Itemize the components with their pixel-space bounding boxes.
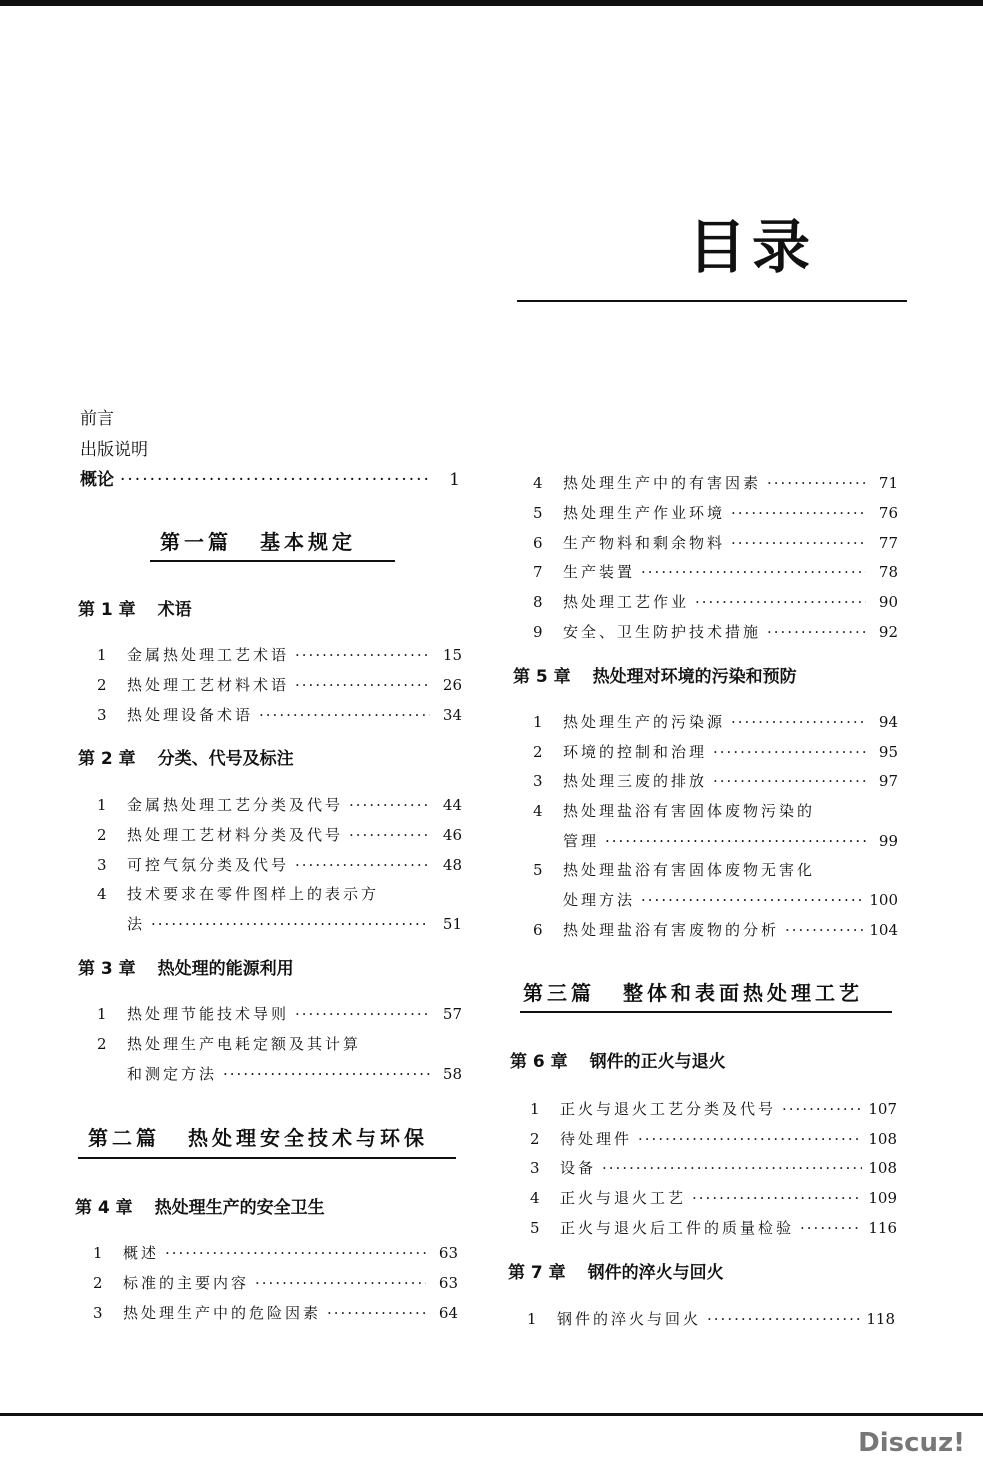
- entry-title: 设备: [560, 1159, 597, 1177]
- entry-number: 1: [527, 1310, 537, 1328]
- leader-dots: [295, 1004, 430, 1024]
- leader-dots: [295, 675, 430, 695]
- entry-title: 热处理生产电耗定额及其计算: [127, 1035, 362, 1053]
- entry-number: 1: [533, 713, 543, 731]
- leader-dots: [731, 712, 866, 732]
- entry-number: 1: [97, 1005, 107, 1023]
- top-border: [0, 0, 983, 6]
- toc-entry: [93, 1273, 458, 1293]
- entry-number: 6: [533, 921, 543, 939]
- part-underline: [520, 1011, 892, 1013]
- intro-label: 概论: [80, 470, 114, 490]
- entry-title: 概述: [123, 1244, 160, 1262]
- entry-title: 热处理工艺材料分类及代号: [127, 826, 344, 844]
- entry-number: 2: [97, 1035, 107, 1053]
- entry-page: 108: [868, 1130, 897, 1148]
- watermark: Discuz!: [858, 1428, 965, 1458]
- entry-page: 108: [868, 1159, 897, 1177]
- toc-entry: [533, 503, 898, 523]
- chapter-number: 第 2 章: [78, 749, 136, 769]
- chapter-number: 第 6 章: [510, 1052, 568, 1072]
- leader-dots: [785, 920, 863, 940]
- toc-entry: [97, 675, 462, 695]
- leader-dots: [641, 562, 866, 582]
- entry-page: 118: [866, 1310, 895, 1328]
- bottom-border: [0, 1413, 983, 1416]
- toc-entry: [97, 645, 462, 665]
- leader-dots: [327, 1303, 426, 1323]
- toc-entry: [527, 1309, 895, 1329]
- toc-entry: [93, 1303, 458, 1323]
- entry-number: 3: [530, 1159, 540, 1177]
- part-name: 整体和表面热处理工艺: [623, 981, 863, 1005]
- entry-page: 78: [878, 563, 898, 581]
- chapter-heading-3: [78, 958, 294, 980]
- entry-page: 94: [878, 713, 898, 731]
- toc-entry: [97, 1034, 462, 1054]
- toc-entry: [533, 860, 898, 880]
- entry-number: 4: [530, 1189, 540, 1207]
- leader-dots: [349, 825, 430, 845]
- toc-entry: [97, 1004, 462, 1024]
- entry-page: 92: [878, 623, 898, 641]
- leader-dots: [767, 622, 866, 642]
- toc-entry: [533, 592, 898, 612]
- toc-entry-continuation: [563, 890, 898, 910]
- entry-title: 金属热处理工艺术语: [127, 646, 290, 664]
- toc-entry: [97, 855, 462, 875]
- entry-title: 热处理工艺材料术语: [127, 676, 290, 694]
- entry-title: 热处理生产中的危险因素: [123, 1304, 322, 1322]
- entry-number: 3: [93, 1304, 103, 1322]
- chapter-name: 术语: [157, 600, 192, 620]
- entry-page: 71: [878, 474, 898, 492]
- intro-entry: [80, 470, 460, 490]
- part-label: 第一篇: [160, 530, 232, 554]
- part-heading-1: [160, 528, 356, 556]
- entry-title: 热处理盐浴有害废物的分析: [563, 921, 780, 939]
- toc-entry: [533, 622, 898, 642]
- toc-entry: [530, 1099, 897, 1119]
- leader-dots: [120, 470, 428, 490]
- entry-title: 正火与退火后工件的质量检验: [560, 1219, 795, 1237]
- entry-title: 热处理设备术语: [127, 706, 254, 724]
- chapter-heading-2: [78, 748, 294, 770]
- entry-number: 2: [93, 1274, 103, 1292]
- entry-title: 热处理盐浴有害固体废物污染的: [563, 802, 816, 820]
- entry-page: 15: [442, 646, 462, 664]
- entry-number: 3: [97, 706, 107, 724]
- chapter-name: 热处理对环境的污染和预防: [592, 667, 797, 687]
- entry-page: 63: [438, 1244, 458, 1262]
- entry-number: 9: [533, 623, 543, 641]
- entry-page: 107: [868, 1100, 897, 1118]
- leader-dots: [605, 831, 866, 851]
- leader-dots: [638, 1129, 862, 1149]
- entry-page: 34: [442, 706, 462, 724]
- chapter-number: 第 7 章: [508, 1263, 566, 1283]
- toc-entry: [530, 1218, 897, 1238]
- entry-title-cont: 管理: [563, 832, 600, 850]
- entry-title: 钢件的淬火与回火: [557, 1310, 702, 1328]
- chapter-heading-7: [508, 1262, 724, 1284]
- entry-number: 2: [530, 1130, 540, 1148]
- entry-number: 2: [533, 743, 543, 761]
- entry-title: 热处理盐浴有害固体废物无害化: [563, 861, 816, 879]
- entry-title-cont: 处理方法: [563, 891, 636, 909]
- part-name: 热处理安全技术与环保: [188, 1126, 428, 1150]
- entry-page: 76: [878, 504, 898, 522]
- title-underline: [517, 300, 907, 302]
- entry-page: 57: [442, 1005, 462, 1023]
- entry-number: 5: [533, 504, 543, 522]
- page-title: 目录: [688, 213, 817, 281]
- entry-title-cont: 法: [127, 915, 146, 933]
- entry-page: 26: [442, 676, 462, 694]
- toc-entry: [533, 562, 898, 582]
- entry-title: 正火与退火工艺: [560, 1189, 687, 1207]
- entry-number: 3: [97, 856, 107, 874]
- toc-entry-continuation: [127, 1064, 462, 1084]
- leader-dots: [695, 592, 866, 612]
- front-matter-preface: 前言: [80, 409, 114, 429]
- entry-page: 58: [442, 1065, 462, 1083]
- chapter-heading-5: [513, 666, 797, 688]
- leader-dots: [731, 503, 866, 523]
- toc-entry: [533, 801, 898, 821]
- entry-page: 99: [878, 832, 898, 850]
- toc-entry: [97, 795, 462, 815]
- entry-number: 3: [533, 772, 543, 790]
- chapter-heading-1: [78, 599, 192, 621]
- leader-dots: [692, 1188, 862, 1208]
- entry-number: 1: [97, 646, 107, 664]
- entry-title: 热处理节能技术导则: [127, 1005, 290, 1023]
- entry-title: 热处理工艺作业: [563, 593, 690, 611]
- entry-title: 生产物料和剩余物料: [563, 534, 726, 552]
- leader-dots: [165, 1243, 426, 1263]
- chapter-name: 钢件的淬火与回火: [587, 1263, 724, 1283]
- toc-entry: [530, 1158, 897, 1178]
- part-underline: [150, 560, 395, 562]
- entry-title: 金属热处理工艺分类及代号: [127, 796, 344, 814]
- entry-title: 技术要求在零件图样上的表示方: [127, 885, 380, 903]
- leader-dots: [767, 473, 866, 493]
- part-heading-2: [88, 1124, 428, 1152]
- entry-number: 7: [533, 563, 543, 581]
- toc-entry: [97, 884, 462, 904]
- entry-page: 100: [869, 891, 898, 909]
- entry-title: 热处理生产中的有害因素: [563, 474, 762, 492]
- toc-entry: [533, 742, 898, 762]
- entry-page: 104: [869, 921, 898, 939]
- leader-dots: [295, 645, 430, 665]
- part-underline: [78, 1157, 456, 1159]
- chapter-name: 热处理生产的安全卫生: [154, 1198, 325, 1218]
- leader-dots: [782, 1099, 862, 1119]
- leader-dots: [259, 705, 430, 725]
- entry-number: 4: [533, 474, 543, 492]
- entry-page: 90: [878, 593, 898, 611]
- entry-page: 95: [878, 743, 898, 761]
- entry-title: 热处理生产作业环境: [563, 504, 726, 522]
- leader-dots: [731, 533, 866, 553]
- entry-page: 44: [442, 796, 462, 814]
- toc-entry: [530, 1188, 897, 1208]
- entry-number: 2: [97, 676, 107, 694]
- leader-dots: [602, 1158, 862, 1178]
- entry-title: 可控气氛分类及代号: [127, 856, 290, 874]
- part-label: 第三篇: [523, 981, 595, 1005]
- entry-number: 1: [97, 796, 107, 814]
- leader-dots: [255, 1273, 426, 1293]
- entry-title: 正火与退火工艺分类及代号: [560, 1100, 777, 1118]
- entry-page: 77: [878, 534, 898, 552]
- chapter-name: 钢件的正火与退火: [589, 1052, 726, 1072]
- entry-title: 标准的主要内容: [123, 1274, 250, 1292]
- toc-entry-continuation: [127, 914, 462, 934]
- chapter-number: 第 4 章: [75, 1198, 133, 1218]
- leader-dots: [713, 771, 866, 791]
- entry-title: 热处理三废的排放: [563, 772, 708, 790]
- toc-entry-continuation: [563, 831, 898, 851]
- part-label: 第二篇: [88, 1126, 160, 1150]
- entry-page: 97: [878, 772, 898, 790]
- leader-dots: [713, 742, 866, 762]
- chapter-number: 第 5 章: [513, 667, 571, 687]
- entry-number: 4: [533, 802, 543, 820]
- part-heading-3: [523, 979, 863, 1007]
- chapter-number: 第 1 章: [78, 600, 136, 620]
- toc-entry: [97, 705, 462, 725]
- entry-title: 安全、卫生防护技术措施: [563, 623, 762, 641]
- entry-title: 待处理件: [560, 1130, 633, 1148]
- entry-title-cont: 和测定方法: [127, 1065, 218, 1083]
- leader-dots: [295, 855, 430, 875]
- entry-title: 生产装置: [563, 563, 636, 581]
- entry-page: 46: [442, 826, 462, 844]
- front-matter-publishing-note: 出版说明: [80, 440, 148, 460]
- entry-number: 6: [533, 534, 543, 552]
- toc-entry: [533, 771, 898, 791]
- toc-entry: [533, 533, 898, 553]
- part-name: 基本规定: [260, 530, 356, 554]
- entry-number: 8: [533, 593, 543, 611]
- entry-title: 环境的控制和治理: [563, 743, 708, 761]
- chapter-heading-6: [510, 1051, 726, 1073]
- leader-dots: [800, 1218, 862, 1238]
- toc-entry: [533, 712, 898, 732]
- chapter-name: 热处理的能源利用: [157, 959, 294, 979]
- entry-number: 1: [93, 1244, 103, 1262]
- toc-entry: [97, 825, 462, 845]
- entry-page: 64: [438, 1304, 458, 1322]
- toc-entry: [93, 1243, 458, 1263]
- entry-page: 116: [868, 1219, 897, 1237]
- intro-page: 1: [449, 470, 460, 490]
- entry-number: 5: [533, 861, 543, 879]
- leader-dots: [707, 1309, 860, 1329]
- entry-number: 1: [530, 1100, 540, 1118]
- chapter-heading-4: [75, 1197, 325, 1219]
- toc-entry: [530, 1129, 897, 1149]
- leader-dots: [641, 890, 863, 910]
- entry-number: 2: [97, 826, 107, 844]
- leader-dots: [223, 1064, 430, 1084]
- entry-number: 4: [97, 885, 107, 903]
- chapter-number: 第 3 章: [78, 959, 136, 979]
- entry-page: 109: [868, 1189, 897, 1207]
- entry-page: 51: [442, 915, 462, 933]
- entry-page: 48: [442, 856, 462, 874]
- leader-dots: [349, 795, 430, 815]
- leader-dots: [151, 914, 430, 934]
- chapter-name: 分类、代号及标注: [157, 749, 294, 769]
- toc-entry: [533, 920, 898, 940]
- entry-number: 5: [530, 1219, 540, 1237]
- entry-page: 63: [438, 1274, 458, 1292]
- entry-title: 热处理生产的污染源: [563, 713, 726, 731]
- toc-entry: [533, 473, 898, 493]
